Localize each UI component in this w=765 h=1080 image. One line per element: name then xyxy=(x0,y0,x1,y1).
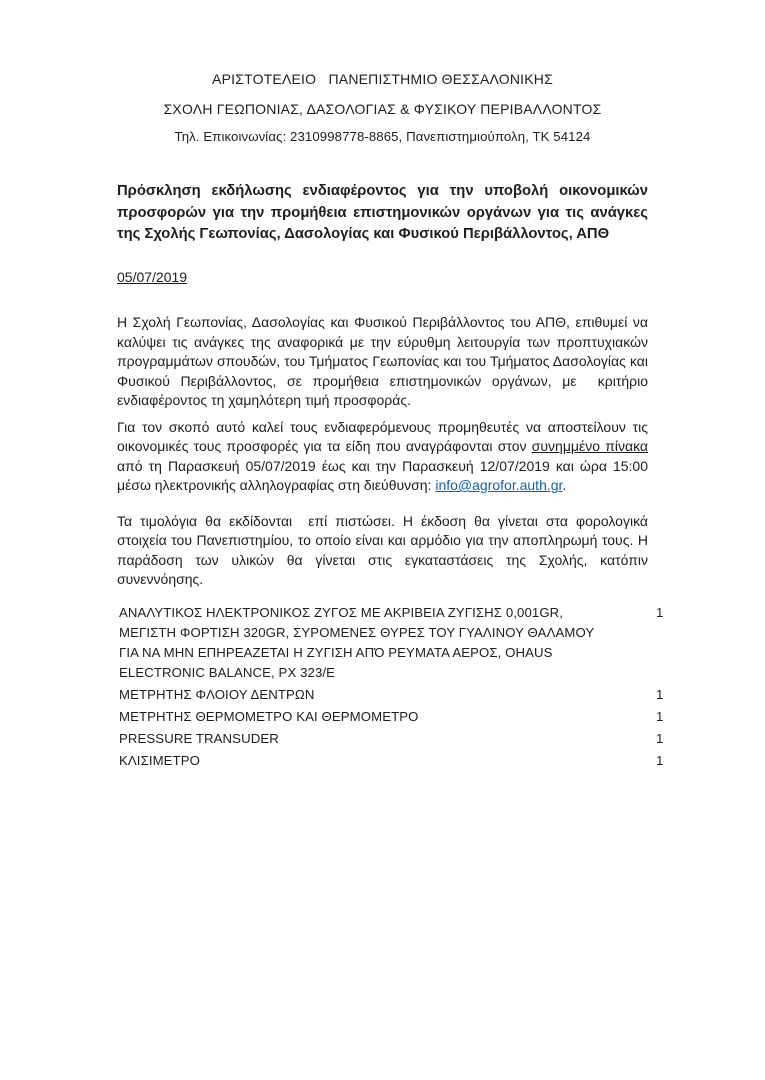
item-description: PRESSURE TRANSUDER xyxy=(119,730,279,746)
item-quantity: 1 xyxy=(656,730,664,746)
document-header xyxy=(117,70,648,146)
table-row xyxy=(117,728,690,750)
paragraph-intro: Η Σχολή Γεωπονίας, Δασολογίας και Φυσικού Περιβάλλοντος του ΑΠΘ, επιθυμεί να καλύψει τις ανάγκες της αναφορικά με την εύρυθμη λειτουργία των προπτυχιακών προγραμμάτων σπουδών, του Τμήματος Γεωπονίας και του Τμήματος Δασολογίας και Φυσικού Περιβάλλοντος, σε προμήθεια επιστημονικών οργάνων, με κριτήριο ενδιαφέροντος τη χαμηλότερη τιμή προσφοράς. xyxy=(117,314,652,408)
table-row xyxy=(117,706,690,728)
invitation-text-start: Για τον σκοπό αυτό καλεί τους ενδιαφερόμενους προμηθευτές να αποστείλουν τις οικονομικές τους προσφορές για τα είδη που αναγράφονται στον xyxy=(117,418,652,454)
item-description: ΜΕΤΡΗΤΗΣ ΦΛΟΙΟΥ ΔΕΝΤΡΩΝ xyxy=(119,686,315,702)
item-quantity: 1 xyxy=(656,708,664,724)
item-quantity: 1 xyxy=(656,686,664,702)
paragraph-invitation xyxy=(117,418,652,496)
item-quantity: 1 xyxy=(656,604,664,620)
email-link[interactable]: info@agrofor.auth.gr xyxy=(435,477,563,493)
table-row xyxy=(117,750,690,772)
paragraph-invoices: Τα τιμολόγια θα εκδίδονται επί πιστώσει. Η έκδοση θα γίνεται στα φορολογικά στοιχεία του Πανεπιστημίου, το οποίο είναι και αρμόδιο για την αποπληρωμή τους. Η παράδοση των υλικών θα γίνεται στις εγκαταστάσεις της Σχολής, κατόπιν συνεννόησης. xyxy=(117,512,652,587)
invitation-text-end: . xyxy=(562,477,567,493)
contact-info: Τηλ. Επικοινωνίας: 2310998778-8865, Πανεπιστημιούπολη, ΤΚ 54124 xyxy=(174,129,591,144)
invitation-text-middle: από τη Παρασκευή 05/07/2019 έως και την Παρασκευή 12/07/2019 και ώρα 15:00 μέσω ηλεκτρονικής αλληλογραφίας στη διεύθυνση: xyxy=(117,438,652,493)
table-row xyxy=(117,602,690,684)
document-date: 05/07/2019 xyxy=(117,268,188,285)
school-name: ΣΧΟΛΗ ΓΕΩΠΟΝΙΑΣ, ΔΑΣΟΛΟΓΙΑΣ & ΦΥΣΙΚΟΥ ΠΕΡΙΒΑΛΛΟΝΤΟΣ xyxy=(163,101,602,117)
item-description: ΜΕΤΡΗΤΗΣ ΘΕΡΜΟΜΕΤΡΟ ΚΑΙ ΘΕΡΜΟΜΕΤΡΟ xyxy=(119,708,419,724)
attached-table-reference: συνημμένο πίνακα xyxy=(531,438,649,454)
item-quantity: 1 xyxy=(656,752,664,768)
document-title: Πρόσκληση εκδήλωσης ενδιαφέροντος για την υποβολή οικονομικών προσφορών για την προμήθεια επιστημονικών οργάνων για τις ανάγκες της Σχολής Γεωπονίας, Δασολογίας και Φυσικού Περιβάλλοντος, ΑΠΘ xyxy=(117,183,653,242)
table-row xyxy=(117,684,690,706)
items-table xyxy=(117,602,690,772)
date-line xyxy=(117,268,648,288)
university-name: ΑΡΙΣΤΟΤΕΛΕΙΟ ΠΑΝΕΠΙΣΤΗΜΙΟ ΘΕΣΣΑΛΟΝΙΚΗΣ xyxy=(212,71,553,87)
item-description: ΚΛΙΣΙΜΕΤΡΟ xyxy=(119,752,200,768)
item-description: ΑΝΑΛΥΤΙΚΟΣ ΗΛΕΚΤΡΟΝΙΚΟΣ ΖΥΓΟΣ ΜΕ ΑΚΡΙΒΕΙΑ ΖΥΓΙΣΗΣ 0,001GR, ΜΕΓΙΣΤΗ ΦΟΡΤΙΣΗ 320GR, ΣΥΡΟΜΕΝΕΣ ΘΥΡΕΣ ΤΟΥ ΓΥΑΛΙΝΟΥ ΘΑΛΑΜΟΥ ΓΙΑ ΝΑ ΜΗΝ ΕΠΗΡΕΑΖΕΤΑΙ Η ΖΥΓΙΣΗ ΑΠΌ ΡΕΥΜΑΤΑ ΑΕΡΟΣ, OHAUS ELECTRONIC BALANCE, PX 323/E xyxy=(119,604,595,680)
